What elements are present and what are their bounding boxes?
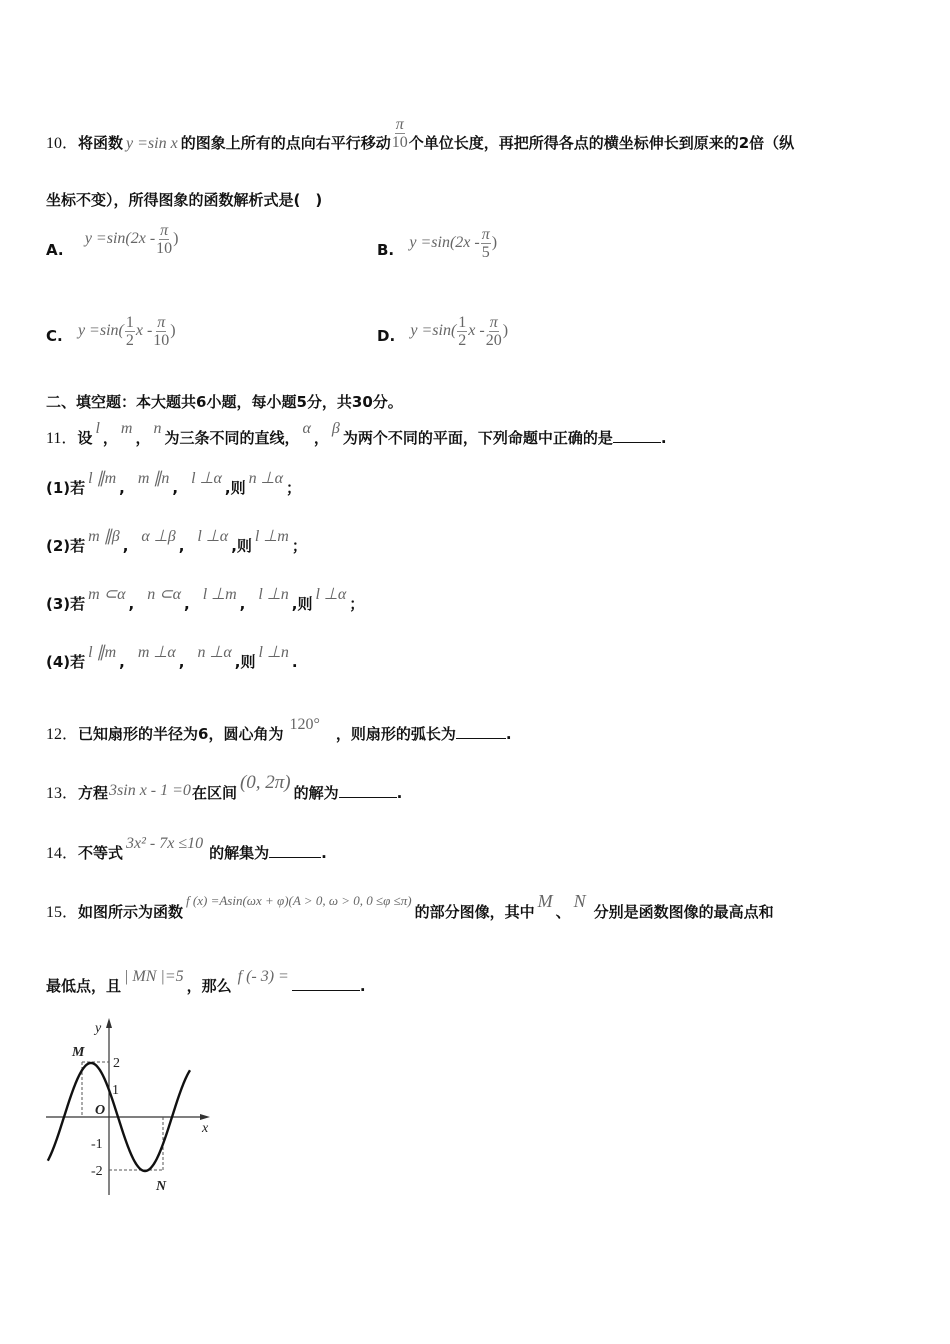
text: 的图象上所有的点向右平行移动 — [180, 134, 391, 152]
text: 将函数 — [78, 134, 124, 152]
text: 、 — [555, 903, 571, 921]
y-axis-label: y — [95, 1021, 102, 1036]
condition: n ⊥α — [197, 644, 232, 661]
math-expression: y =sin x — [126, 135, 178, 152]
text: 最低点，且 — [46, 977, 122, 995]
text: ，那么 — [186, 977, 232, 995]
question-12: 12．已知扇形的半径为6，圆心角为120°，则扇形的弧长为 . — [46, 716, 512, 743]
question-number: 15． — [46, 904, 79, 921]
fraction-numerator: 1 — [458, 314, 467, 331]
text: ，则扇形的弧长为 — [335, 725, 456, 743]
text: . — [291, 653, 298, 671]
text: 个单位长度，再把所得各点的横坐标伸长到原来的2倍（纵 — [408, 134, 795, 152]
text: 则 — [240, 653, 256, 671]
answer-blank[interactable] — [613, 442, 661, 443]
question-number: 11． — [46, 430, 78, 447]
text: 则 — [297, 595, 313, 613]
text: ； — [291, 537, 307, 555]
option-label: D. — [377, 327, 396, 346]
condition: n ⊂α — [147, 586, 182, 603]
question-10-line1 — [46, 116, 795, 161]
conclusion: l ⊥α — [315, 586, 347, 603]
math-expression: 3sin x - 1 =0 — [109, 782, 191, 799]
fraction-numerator: π — [157, 314, 166, 331]
x-axis-label: x — [202, 1121, 209, 1136]
math-expression: 3x² - 7x ≤10 — [126, 835, 204, 852]
y-tick-label: 2 — [113, 1056, 120, 1071]
question-14: 14．不等式3x² - 7x ≤10的解集为 . — [46, 835, 327, 862]
fraction-numerator: π — [489, 314, 498, 331]
text: 已知扇形的半径为6，圆心角为 — [78, 725, 284, 743]
fraction-denominator: 2 — [458, 332, 467, 349]
section-title: 二、填空题：本大题共6小题，每小题5分，共30分。 — [46, 393, 403, 411]
text: 则 — [236, 537, 252, 555]
answer-blank[interactable] — [456, 738, 506, 739]
math-expression: y =sin(2x - — [84, 230, 156, 248]
math-expression: y =sin( — [410, 322, 457, 340]
math-expression: 120° — [289, 716, 320, 733]
text: 为两个不同的平面，下列命题中正确的是 — [342, 429, 613, 447]
math-expression: ) — [502, 322, 509, 340]
option-b — [377, 226, 500, 269]
condition: l ⊥n — [258, 586, 289, 603]
proposition-label: (2)若 — [46, 537, 86, 555]
question-number: 12． — [46, 726, 79, 743]
condition: α ⊥β — [141, 528, 176, 545]
point-m-label: M — [72, 1045, 85, 1060]
math-expression: | MN |=5 — [124, 968, 184, 985]
fraction-denominator: 10 — [391, 134, 408, 151]
condition: m ∥β — [88, 528, 120, 545]
fraction-numerator: π — [395, 116, 404, 133]
condition: m ∥n — [137, 470, 170, 487]
question-number: 14． — [46, 845, 79, 862]
y-tick-label: -1 — [91, 1137, 103, 1152]
answer-blank[interactable] — [292, 990, 360, 991]
point-n-label: N — [156, 1179, 167, 1194]
proposition-4: (4)若l ∥m,m ⊥α,n ⊥α,则l ⊥n. — [46, 644, 298, 671]
math-var: α — [302, 420, 311, 437]
math-var: N — [573, 891, 586, 911]
condition: l ∥m — [88, 470, 117, 487]
text: 的解为 — [293, 784, 339, 802]
proposition-label: (4)若 — [46, 653, 86, 671]
text: 的部分图像，其中 — [414, 903, 535, 921]
question-10-line2: 坐标不变），所得图象的函数解析式是( ) — [46, 191, 323, 209]
math-expression: ) — [173, 230, 179, 248]
text: 在区间 — [191, 784, 237, 802]
fraction-denominator: 2 — [125, 332, 134, 349]
proposition-label: (1)若 — [46, 479, 86, 497]
math-var: l — [95, 420, 100, 437]
math-expression: f (- 3) = — [237, 968, 289, 985]
proposition-2: (2)若m ∥β,α ⊥β,l ⊥α,则l ⊥m； — [46, 528, 307, 555]
condition: l ⊥α — [191, 470, 222, 487]
option-c — [46, 314, 179, 355]
fraction-denominator: 5 — [481, 244, 490, 261]
proposition-3: (3)若m ⊂α,n ⊂α,l ⊥m,l ⊥n,则l ⊥α； — [46, 586, 365, 613]
condition: l ⊥α — [197, 528, 229, 545]
conclusion: l ⊥m — [254, 528, 289, 545]
text: 不等式 — [78, 844, 124, 862]
fraction-numerator: 1 — [125, 314, 134, 331]
condition: m ⊥α — [137, 644, 176, 661]
proposition-label: (3)若 — [46, 595, 86, 613]
x-axis-arrow-icon — [200, 1114, 210, 1120]
math-var: n — [153, 420, 162, 437]
option-label: C. — [46, 327, 63, 346]
option-a — [46, 222, 181, 269]
option-label: B. — [377, 241, 395, 260]
text: 方程 — [78, 784, 109, 802]
text: ； — [285, 479, 301, 497]
sine-graph-figure — [40, 1010, 220, 1200]
math-var: m — [120, 420, 133, 437]
math-var: β — [331, 420, 340, 437]
conclusion: l ⊥n — [258, 644, 289, 661]
condition: l ⊥m — [202, 586, 237, 603]
text: 设 — [77, 429, 93, 447]
text: ； — [349, 595, 365, 613]
fraction-denominator: 20 — [485, 332, 502, 349]
text: 为三条不同的直线， — [164, 429, 300, 447]
fraction-numerator: π — [481, 226, 490, 243]
question-15-line1 — [46, 891, 774, 923]
math-expression: ) — [491, 234, 498, 252]
text: 如图所示为函数 — [78, 903, 184, 921]
condition: m ⊂α — [88, 586, 126, 603]
question-15-line2: 最低点，且| MN |=5，那么f (- 3) =. — [46, 968, 366, 995]
y-axis-arrow-icon — [106, 1018, 112, 1028]
math-expression: x - — [135, 322, 153, 340]
origin-label: O — [95, 1103, 106, 1118]
math-expression: ) — [170, 322, 176, 340]
y-tick-label: -2 — [91, 1164, 103, 1179]
option-d — [377, 314, 511, 355]
fraction-denominator: 10 — [153, 332, 170, 349]
y-tick-label: 1 — [112, 1083, 119, 1098]
math-var: M — [537, 891, 553, 911]
math-expression: y =sin( — [77, 322, 124, 340]
math-expression: y =sin(2x - — [409, 234, 480, 252]
text: 的解集为 — [209, 844, 270, 862]
option-label: A. — [46, 241, 64, 260]
answer-blank[interactable] — [339, 797, 397, 798]
question-11: 11．设l，m，n为三条不同的直线，α，β为两个不同的平面，下列命题中正确的是 . — [46, 420, 667, 447]
question-number: 10． — [46, 135, 79, 152]
question-13: 13．方程3sin x - 1 =0在区间 (0, 2π) 的解为 . — [46, 772, 403, 802]
conclusion: n ⊥α — [248, 470, 283, 487]
fraction-numerator: π — [160, 222, 169, 239]
proposition-1: (1)若l ∥m,m ∥n,l ⊥α,则n ⊥α； — [46, 470, 301, 497]
math-expression: x - — [468, 322, 485, 340]
fraction-denominator: 10 — [156, 240, 173, 257]
condition: l ∥m — [88, 644, 117, 661]
answer-blank[interactable] — [269, 857, 321, 858]
text: 分别是函数图像的最高点和 — [593, 903, 774, 921]
text: 则 — [230, 479, 246, 497]
question-number: 13． — [46, 785, 79, 802]
math-expression: (0, 2π) — [239, 772, 291, 793]
math-expression: f (x) =Asin(ωx + φ)(A > 0, ω > 0, 0 ≤φ ≤π) — [186, 893, 412, 908]
